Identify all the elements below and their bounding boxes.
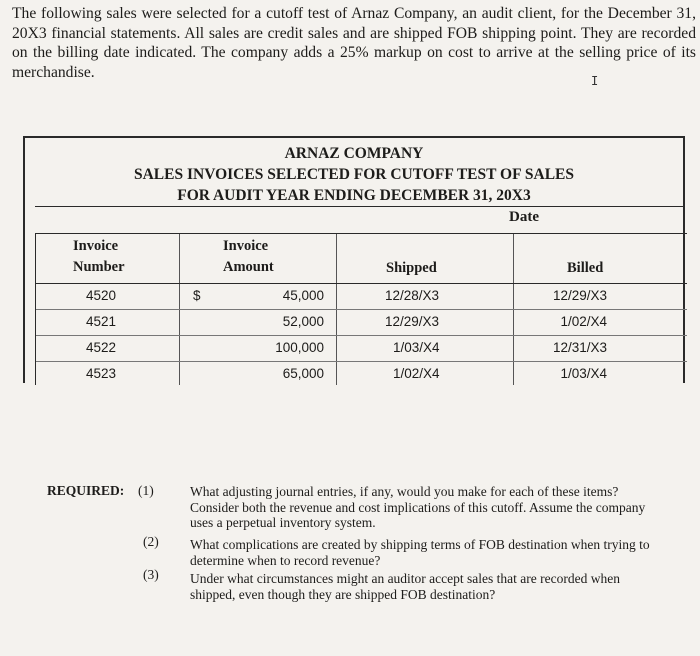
cutoff-table (23, 136, 685, 383)
table-subtitle: SALES INVOICES SELECTED FOR CUTOFF TEST OF SALES (133, 166, 574, 183)
date-group-label: Date (509, 209, 539, 225)
invoice-amount: 52,000 (282, 314, 324, 329)
shipped-date: 1/02/X4 (393, 366, 440, 381)
invoice-number: 4520 (86, 288, 117, 303)
invoice-number: 4521 (86, 314, 117, 329)
required-item-number: (2) (143, 534, 159, 549)
required-item-number: (1) (138, 483, 154, 498)
billed-date: 1/02/X4 (560, 314, 607, 329)
invoice-amount: 65,000 (282, 366, 324, 381)
row-divider (36, 335, 687, 336)
invoice-amount: 45,000 (282, 288, 324, 303)
row-divider (36, 361, 687, 362)
row-divider (36, 309, 687, 310)
table-grid (35, 233, 687, 385)
required-item-text: What complications are created by shipping terms of FOB destination when trying to determine when to record revenue? (190, 537, 650, 568)
invoice-number: 4522 (86, 340, 117, 355)
billed-date: 12/29/X3 (552, 288, 607, 303)
shipped-date: 12/29/X3 (385, 314, 440, 329)
table-title (25, 138, 683, 206)
invoice-amount: 100,000 (275, 340, 324, 355)
invoice-number: 4523 (86, 366, 117, 381)
required-item-number: (3) (143, 567, 159, 582)
currency-symbol: $ (193, 288, 201, 303)
shipped-date: 1/03/X4 (393, 340, 440, 355)
row-divider (36, 283, 687, 284)
header-invoice-amount: Invoice Amount (223, 238, 274, 275)
intro-paragraph: The following sales were selected for a cutoff test of Arnaz Company, an audit client, for the December 31, 20X3 financial statements. All sales are credit sales and are shipped FOB shipping point. They are recorded on the billing date indicated. The company adds a 25% markup on cost to arrive at the selling price of its merchandise. (12, 5, 696, 81)
company-name: ARNAZ COMPANY (284, 145, 424, 162)
header-invoice-number: Invoice Number (73, 238, 125, 275)
date-group-header (35, 206, 683, 234)
shipped-date: 12/28/X3 (385, 288, 440, 303)
required-item-text: What adjusting journal entries, if any, would you make for each of these items? Consider both the revenue and cost implications of this cutoff. Assume the company uses a perpetual inventory system. (190, 484, 646, 530)
text-cursor-icon: I (591, 74, 599, 88)
table-period: FOR AUDIT YEAR ENDING DECEMBER 31, 20X3 (177, 187, 531, 204)
billed-date: 12/31/X3 (552, 340, 607, 355)
required-label: REQUIRED: (47, 483, 125, 498)
header-shipped: Shipped (386, 260, 437, 276)
header-billed: Billed (567, 260, 604, 276)
billed-date: 1/03/X4 (560, 366, 607, 381)
required-item-text: Under what circumstances might an auditor accept sales that are recorded when shipped, even though they are shipped FOB destination? (190, 571, 620, 602)
